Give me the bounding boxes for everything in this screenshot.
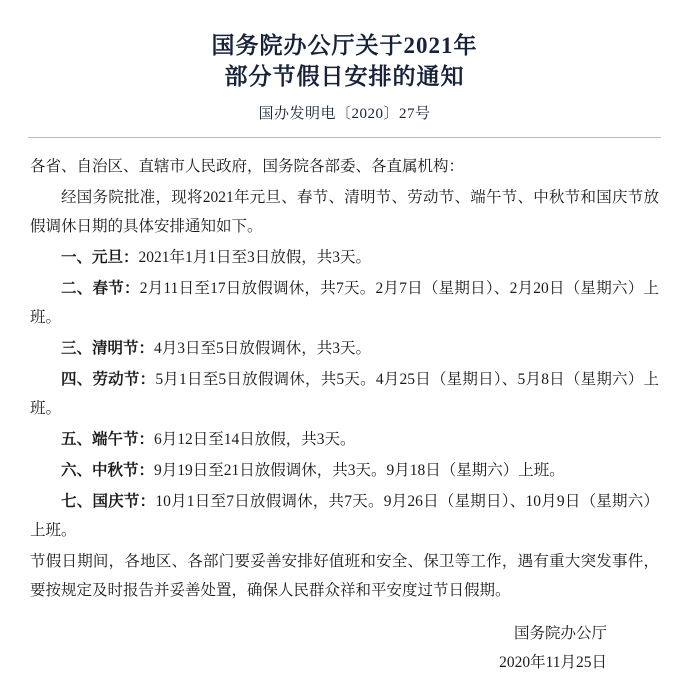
closing-paragraph: 节假日期间，各地区、各部门要妥善安排好值班和安全、保卫等工作，遇有重大突发事件，要按规定及时报告并妥善处置，确保人民群众祥和平安度过节日假期。 (30, 553, 659, 599)
holiday-item-2-lead: 二、春节： (61, 280, 140, 297)
holiday-item-1-lead: 一、元旦： (61, 249, 139, 266)
holiday-item-6 (30, 456, 659, 485)
header-divider (28, 137, 661, 138)
holiday-item-6-text: 9月19日至21日放假调休，共3天。9月18日（星期六）上班。 (154, 462, 565, 479)
holiday-item-4-lead: 四、劳动节： (61, 371, 156, 388)
signature-block (30, 619, 659, 677)
holiday-item-3-text: 4月3日至5日放假调休，共3天。 (154, 340, 372, 357)
holiday-item-7-text: 10月1日至7日放假调休，共7天。9月26日（星期日）、10月9日（星期六）上班。 (30, 493, 659, 539)
title-line-2: 部分节假日安排的通知 (224, 64, 465, 89)
holiday-item-1 (30, 243, 659, 272)
holiday-item-3 (30, 334, 659, 363)
signature-date: 2020年11月25日 (499, 654, 607, 671)
document-body (22, 152, 667, 677)
holiday-item-5-text: 6月12日至14日放假，共3天。 (154, 431, 356, 448)
holiday-item-4 (30, 365, 659, 423)
holiday-item-4-text: 5月1日至5日放假调休，共5天。4月25日（星期日）、5月8日（星期六）上班。 (30, 371, 659, 417)
holiday-item-6-lead: 六、中秋节： (61, 462, 155, 479)
holiday-item-5 (30, 425, 659, 454)
title-line-1: 国务院办公厅关于2021年 (211, 33, 478, 58)
document-title (22, 30, 667, 92)
holiday-item-1-text: 2021年1月1日至3日放假，共3天。 (138, 249, 372, 266)
holiday-item-2 (30, 274, 659, 332)
holiday-item-7-lead: 七、国庆节： (61, 493, 156, 510)
intro-paragraph: 经国务院批准，现将2021年元旦、春节、清明节、劳动节、端午节、中秋节和国庆节放假调休日期的具体安排通知如下。 (30, 189, 659, 235)
holiday-item-2-text: 2月11日至17日放假调休，共7天。2月7日（星期日）、2月20日（星期六）上班。 (30, 280, 659, 326)
holiday-item-7 (30, 487, 659, 545)
salutation: 各省、自治区、直辖市人民政府，国务院各部委、各直属机构： (30, 158, 465, 175)
signature-issuer: 国务院办公厅 (513, 625, 607, 642)
document-number: 国办发明电〔2020〕27号 (258, 106, 431, 122)
holiday-item-3-lead: 三、清明节： (61, 340, 155, 357)
holiday-item-5-lead: 五、端午节： (61, 431, 155, 448)
